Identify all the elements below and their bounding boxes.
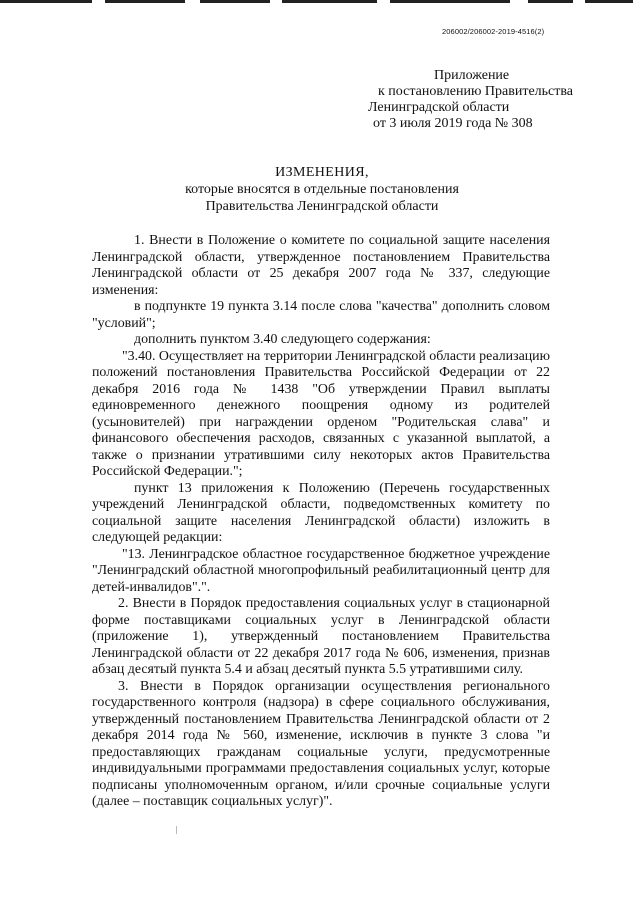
appendix-header: [368, 68, 608, 132]
paragraph-subitem: в подпункте 19 пункта 3.14 после слова "качества" дополнить словом "условий";: [92, 299, 550, 331]
scan-artifact-mark: [176, 826, 177, 834]
title-heading: ИЗМЕНЕНИЯ,: [275, 165, 369, 180]
document-id: 206002/206002-2019-4516(2): [442, 27, 545, 36]
scan-edge-segment: [282, 0, 377, 3]
paragraph-item-2: 2. Внести в Порядок предоставления социальных услуг в стационарной форме поставщиками социальных услуг в Ленинградской области (приложение 1), утвержденный постановлением Правительства Ленинградской области от 22 декабря 2017 года № 606, изменения, признав абзац десятый пункта 5.4 и абзац десятый пункта 5.5 утратившими силу.: [92, 596, 550, 677]
appendix-government: Ленинградской области: [368, 100, 510, 115]
paragraph-item-3: 3. Внести в Порядок организации осуществления регионального государственного контроля (надзора) в сфере социального обслуживания, утвержденный постановлением Правительства Ленинградской области от 2 декабря 2014 года № 560, изменение, исключив в пункте 3 слова "и предоставляющих гражданам социальные услуги, предусмотренные индивидуальными программами предоставления социальных услуг, которые подписаны уполномоченным органом, и/или срочные социальные услуги (далее – поставщик социальных услуг)".: [92, 678, 550, 809]
title-subtitle-2: Правительства Ленинградской области: [205, 199, 439, 214]
scan-edge-segment: [390, 0, 510, 3]
paragraph-subitem: дополнить пунктом 3.40 следующего содержания:: [134, 332, 431, 347]
scan-edge-segment: [0, 0, 92, 3]
paragraph-item-1: 1. Внести в Положение о комитете по социальной защите населения Ленинградской области, утвержденное постановлением Правительства Ленинградской области от 25 декабря 2007 года № 337, следующие изменения:: [92, 233, 550, 298]
appendix-label: Приложение: [434, 68, 510, 83]
scan-edge-segment: [105, 0, 185, 3]
title-subtitle-1: которые вносятся в отдельные постановления: [185, 182, 459, 197]
paragraph-quote: "13. Ленинградское областное государственное бюджетное учреждение "Ленинградский областной многопрофильный реабилитационный центр для детей-инвалидов".".: [92, 546, 550, 595]
scan-edge-segment: [528, 0, 573, 3]
document-body: [92, 233, 550, 811]
scan-top-edge: [0, 0, 640, 5]
appendix-date: от 3 июля 2019 года № 308: [373, 116, 533, 131]
scan-edge-segment: [200, 0, 270, 3]
appendix-resolution: к постановлению Правительства: [378, 84, 574, 99]
paragraph-subitem: пункт 13 приложения к Положению (Перечень государственных учреждений Ленинградской области, подведомственных комитету по социальной защите населения Ленинградской области) изложить в следующей редакции:: [92, 480, 550, 545]
document-title: [92, 164, 552, 215]
scan-edge-segment: [585, 0, 633, 3]
paragraph-quote: "3.40. Осуществляет на территории Ленинградской области реализацию положений постановления Правительства Российской Федерации от 22 декабря 2016 года № 1438 "Об утверждении Правил выплаты единовременного денежного поощрения одному из родителей (усыновителей) при награждении орденом "Родительская слава" и финансового обеспечения расходов, связанных с указанной выплатой, а также о признании утратившими силу некоторых актов Правительства Российской Федерации.";: [92, 348, 550, 479]
